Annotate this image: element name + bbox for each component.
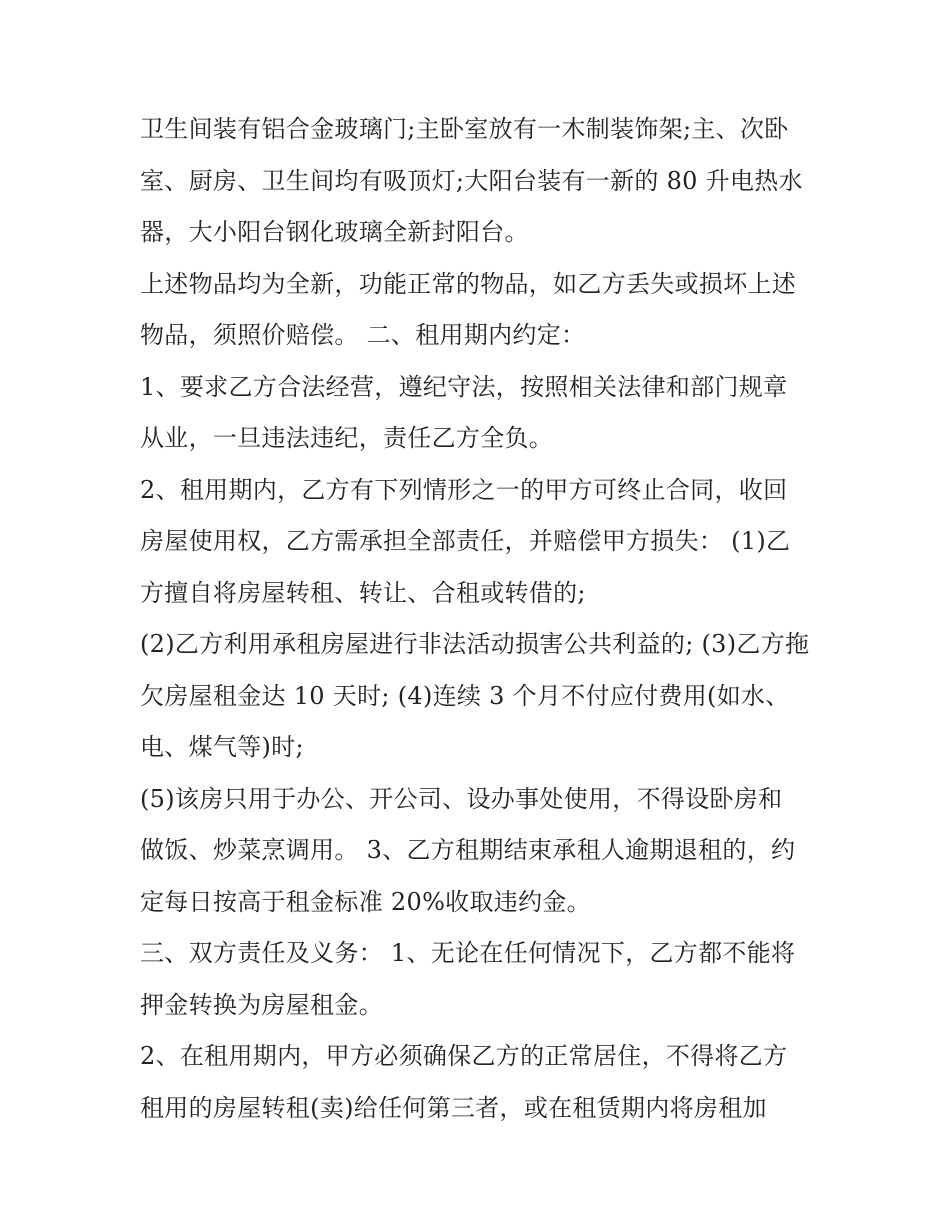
- text-line-1: 卫生间装有铝合金玻璃门;主卧室放有一木制装饰架;主、次卧: [140, 115, 789, 143]
- text-line-18: 押金转换为房屋租金。: [140, 990, 383, 1019]
- text-line-16: 定每日按高于租金标准 20%收取违约金。: [140, 887, 591, 916]
- text-line-12: 欠房屋租金达 10 天时; (4)连续 3 个月不付应付费用(如水、: [140, 681, 790, 710]
- text-line-20: 租用的房屋转租(卖)给任何第三者，或在租赁期内将房租加: [140, 1093, 767, 1122]
- document-body: [140, 104, 820, 1134]
- text-line-19: 2、在租用期内，甲方必须确保乙方的正常居住，不得将乙方: [140, 1042, 788, 1070]
- text-line-17: 三、双方责任及义务： 1、无论在任何情况下，乙方都不能将: [140, 939, 796, 967]
- text-line-3: 器，大小阳台钢化玻璃全新封阳台。: [140, 218, 529, 246]
- text-line-5: 物品，须照价赔偿。 二、租用期内约定：: [140, 321, 586, 349]
- text-line-4: 上述物品均为全新，功能正常的物品，如乙方丢失或损坏上述: [140, 269, 797, 298]
- text-line-15: 做饭、炒菜烹调用。 3、乙方租期结束承租人逾期退租的，约: [140, 836, 796, 864]
- text-line-9: 房屋使用权，乙方需承担全部责任，并赔偿甲方损失： (1)乙: [140, 527, 791, 555]
- text-line-14: (5)该房只用于办公、开公司、设办事处使用，不得设卧房和: [140, 784, 783, 813]
- text-line-10: 方擅自将房屋转租、转让、合租或转借的;: [140, 578, 586, 607]
- text-line-7: 从业，一旦违法违纪，责任乙方全负。: [140, 424, 554, 452]
- text-line-11: (2)乙方利用承租房屋进行非法活动损害公共利益的; (3)乙方拖: [140, 630, 810, 658]
- text-line-6: 1、要求乙方合法经营，遵纪守法，按照相关法律和部门规章: [140, 372, 788, 401]
- text-line-13: 电、煤气等)时;: [140, 733, 304, 761]
- text-line-8: 2、租用期内，乙方有下列情形之一的甲方可终止合同，收回: [140, 475, 788, 504]
- text-line-2: 室、厨房、卫生间均有吸顶灯;大阳台装有一新的 80 升电热水: [140, 166, 803, 195]
